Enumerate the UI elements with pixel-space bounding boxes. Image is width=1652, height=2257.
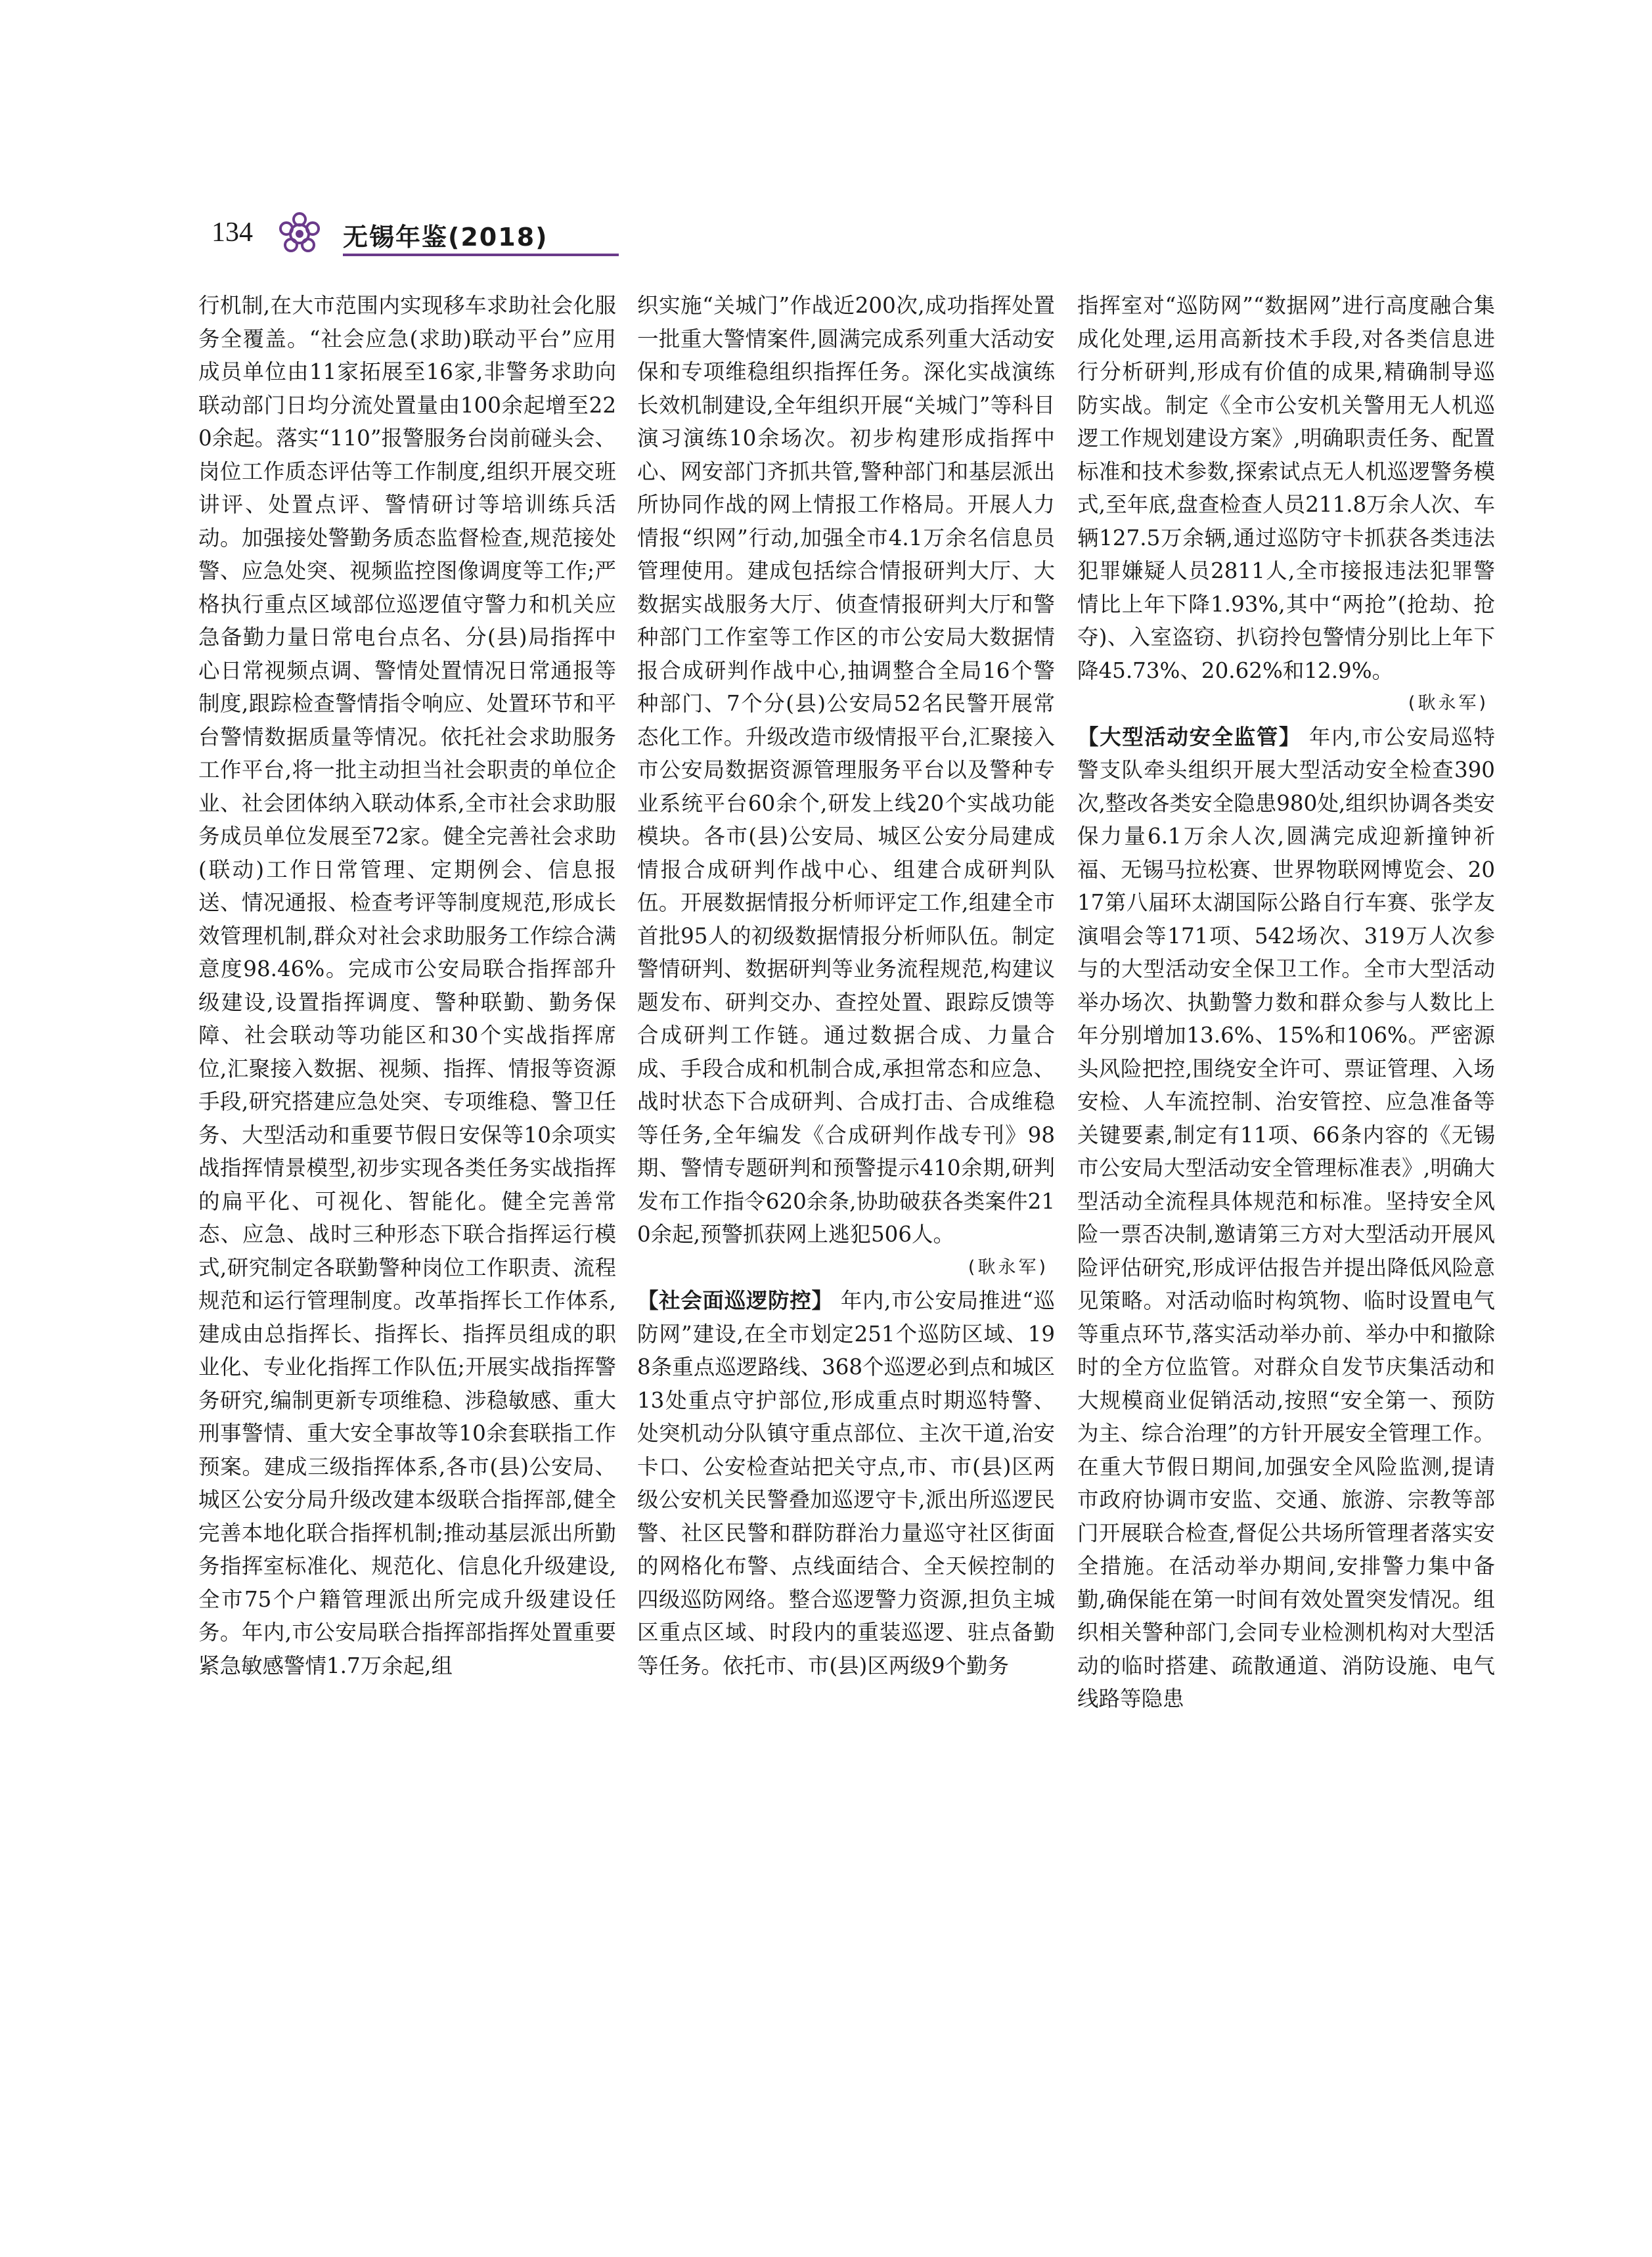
section-paragraph bbox=[1077, 721, 1495, 1716]
yearbook-emblem-icon bbox=[276, 210, 323, 257]
text-column-3 bbox=[1077, 289, 1495, 2220]
section-title: 【大型活动安全监管】 bbox=[1077, 724, 1301, 749]
book-title: 无锡年鉴(2018) bbox=[343, 223, 548, 252]
author-credit: (耿永军) bbox=[1408, 693, 1488, 713]
page-number: 134 bbox=[212, 217, 253, 248]
paragraph: 行机制,在大市范围内实现移车求助社会化服务全覆盖。“社会应急(求助)联动平台”应用成员单位由11家拓展至16家,非警务求助向联动部门日均分流处置量由100余起增至220余起。落实“110”报警服务台岗前碰头会、岗位工作质态评估等工作制度,组织开展交班讲评、处置点评、警情研讨等培训练兵活动。加强接处警勤务质态监督检查,规范接处警、应急处突、视频监控图像调度等工作;严格执行重点区域部位巡逻值守警力和机关应急备勤力量日常电台点名、分(县)局指挥中心日常视频点调、警情处置情况日常通报等制度,跟踪检查警情指令响应、处置环节和平台警情数据质量等情况。依托社会求助服务工作平台,将一批主动担当社会职责的单位企业、社会团体纳入联动体系,全市社会求助服务成员单位发展至72家。健全完善社会求助(联动)工作日常管理、定期例会、信息报送、情况通报、检查考评等制度规范,形成长效管理机制,群众对社会求助服务工作综合满意度98.46%。完成市公安局联合指挥部升级建设,设置指挥调度、警种联勤、勤务保障、社会联动等功能区和30个实战指挥席位,汇聚接入数据、视频、指挥、情报等资源手段,研究搭建应急处突、专项维稳、警卫任务、大型活动和重要节假日安保等10余项实战指挥情景模型,初步实现各类任务实战指挥的扁平化、可视化、智能化。健全完善常态、应急、战时三种形态下联合指挥运行模式,研究制定各联勤警种岗位工作职责、流程规范和运行管理制度。改革指挥长工作体系,建成由总指挥长、指挥长、指挥员组成的职业化、专业化指挥工作队伍;开展实战指挥警务研究,编制更新专项维稳、涉稳敏感、重大刑事警情、重大安全事故等10余套联指工作预案。建成三级指挥体系,各市(县)公安局、城区公安分局升级改建本级联合指挥部,健全完善本地化联合指挥机制;推动基层派出所勤务指挥室标准化、规范化、信息化升级建设,全市75个户籍管理派出所完成升级建设任务。年内,市公安局联合指挥部指挥处置重要紧急敏感警情1.7万余起,组 bbox=[198, 293, 616, 1678]
paragraph: 指挥室对“巡防网”“数据网”进行高度融合集成化处理,运用高新技术手段,对各类信息进行分析研判,形成有价值的成果,精确制导巡防实战。制定《全市公安机关警用无人机巡逻工作规划建设方案》,明确职责任务、配置标准和技术参数,探索试点无人机巡逻警务模式,至年底,盘查检查人员211.8万余人次、车辆127.5万余辆,通过巡防守卡抓获各类违法犯罪嫌疑人员2811人,全市接报违法犯罪警情比上年下降1.93%,其中“两抢”(抢劫、抢夺)、入室盗窃、扒窃拎包警情分别比上年下降45.73%、20.62%和12.9%。 bbox=[1077, 293, 1495, 683]
header-rule bbox=[343, 254, 619, 256]
page-header bbox=[212, 210, 619, 263]
section-title: 【社会面巡逻防控】 bbox=[637, 1288, 834, 1313]
paragraph: 织实施“关城门”作战近200次,成功指挥处置一批重大警情案件,圆满完成系列重大活动安保和专项维稳组织指挥任务。深化实战演练长效机制建设,全年组织开展“关城门”等科目演习演练10余场次。初步构建形成指挥中心、网安部门齐抓共管,警种部门和基层派出所协同作战的网上情报工作格局。开展人力情报“织网”行动,加强全市4.1万余名信息员管理使用。建成包括综合情报研判大厅、大数据实战服务大厅、侦查情报研判大厅和警种部门工作室等工作区的市公安局大数据情报合成研判作战中心,抽调整合全局16个警种部门、7个分(县)公安局52名民警开展常态化工作。升级改造市级情报平台,汇聚接入市公安局数据资源管理服务平台以及警种专业系统平台60余个,研发上线20个实战功能模块。各市(县)公安局、城区公安分局建成情报合成研判作战中心、组建合成研判队伍。开展数据情报分析师评定工作,组建全市首批95人的初级数据情报分析师队伍。制定警情研判、数据研判等业务流程规范,构建议题发布、研判交办、查控处置、跟踪反馈等合成研判工作链。通过数据合成、力量合成、手段合成和机制合成,承担常态和应急、战时状态下合成研判、合成打击、合成维稳等任务,全年编发《合成研判作战专刊》98期、警情专题研判和预警提示410余期,研判发布工作指令620余条,协助破获各类案件210余起,预警抓获网上逃犯506人。 bbox=[637, 293, 1055, 1247]
section-paragraph bbox=[637, 1284, 1055, 1682]
text-column-1 bbox=[198, 289, 616, 2220]
author-credit: (耿永军) bbox=[968, 1257, 1048, 1278]
section-body: 年内,市公安局巡特警支队牵头组织开展大型活动安全检查390次,整改各类安全隐患980处,组织协调各类安保力量6.1万余人次,圆满完成迎新撞钟祈福、无锡马拉松赛、世界物联网博览会、2017第八届环太湖国际公路自行车赛、张学友演唱会等171项、542场次、319万人次参与的大型活动安全保卫工作。全市大型活动举办场次、执勤警力数和群众参与人数比上年分别增加13.6%、15%和106%。严密源头风险把控,围绕安全许可、票证管理、入场安检、人车流控制、治安管控、应急准备等关键要素,制定有11项、66条内容的《无锡市公安局大型活动安全管理标准表》,明确大型活动全流程具体规范和标准。坚持安全风险一票否决制,邀请第三方对大型活动开展风险评估研究,形成评估报告并提出降低风险意见策略。对活动临时构筑物、临时设置电气等重点环节,落实活动举办前、举办中和撤除时的全方位监管。对群众自发节庆集活动和大规模商业促销活动,按照“安全第一、预防为主、综合治理”的方针开展安全管理工作。在重大节假日期间,加强安全风险监测,提请市政府协调市安监、交通、旅游、宗教等部门开展联合检查,督促公共场所管理者落实安全措施。在活动举办期间,安排警力集中备勤,确保能在第一时间有效处置突发情况。组织相关警种部门,会同专业检测机构对大型活动的临时搭建、疏散通道、消防设施、电气线路等隐患 bbox=[1077, 724, 1495, 1711]
section-body: 年内,市公安局推进“巡防网”建设,在全市划定251个巡防区域、198条重点巡逻路线、368个巡逻必到点和城区13处重点守护部位,形成重点时期巡特警、处突机动分队镇守重点部位、主次干道,治安卡口、公安检查站把关守点,市、市(县)区两级公安机关民警叠加巡逻守卡,派出所巡逻民警、社区民警和群防群治力量巡守社区街面的网格化布警、点线面结合、全天候控制的四级巡防网络。整合巡逻警力资源,担负主城区重点区域、时段内的重装巡逻、驻点备勤等任务。依托市、市(县)区两级9个勤务 bbox=[637, 1288, 1055, 1678]
text-column-2 bbox=[637, 289, 1055, 2220]
